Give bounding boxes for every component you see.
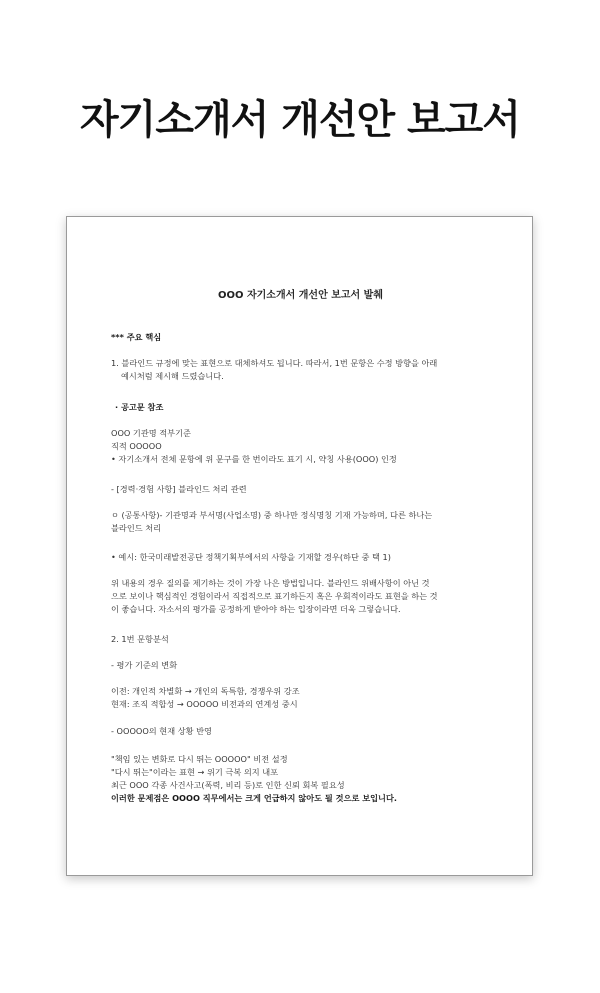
opinion-paragraph xyxy=(111,577,492,616)
comparison-section xyxy=(111,685,492,711)
item2-section xyxy=(111,633,492,646)
status-line: "다시 뛰는"이라는 표현 → 위기 극복 의지 내포 xyxy=(111,767,279,777)
common-line: 블라인드 처리 xyxy=(111,523,162,533)
key-points-section xyxy=(111,331,492,344)
notice-line: OOO 기관명 적부기준 xyxy=(111,428,191,438)
example-line: • 예시: 한국미래발전공단 정책기획부에서의 사항을 기재할 경우(하단 중 택 1) xyxy=(111,552,391,562)
notice-section xyxy=(111,401,492,414)
status-details xyxy=(111,753,492,805)
example-section xyxy=(111,551,492,564)
status-line: "책임 있는 변화로 다시 뛰는 OOOOO" 비전 설정 xyxy=(111,754,288,764)
opinion-line: 이 좋습니다. 자소서의 평가를 공정하게 받아야 하는 입장이라면 더욱 그렇습니다. xyxy=(111,604,401,614)
key-points-heading: *** 주요 핵심 xyxy=(111,332,162,342)
conclusion-line: 이러한 문제점은 OOOO 직무에서는 크게 언급하지 않아도 될 것으로 보입니다. xyxy=(111,793,397,803)
eval-heading: - 평가 기준의 변화 xyxy=(111,660,178,670)
eval-section xyxy=(111,659,492,672)
item2-heading: 2. 1번 문항분석 xyxy=(111,634,169,644)
status-line: 최근 OOO 각종 사건사고(폭력, 비리 등)로 인한 신뢰 회복 필요성 xyxy=(111,780,345,790)
opinion-line: 위 내용의 경우 질의를 제기하는 것이 가장 나은 방법입니다. 블라인드 위배사항이 아닌 것 xyxy=(111,578,430,588)
notice-details xyxy=(111,427,492,466)
item1-line: 예시처럼 제시해 드렸습니다. xyxy=(121,371,224,381)
notice-line: 직적 OOOOO xyxy=(111,441,162,451)
document-page xyxy=(66,216,533,876)
status-section xyxy=(111,725,492,738)
common-section xyxy=(111,509,492,535)
now-line: 현재: 조직 적합성 → OOOOO 비전과의 연계성 중시 xyxy=(111,699,298,709)
before-line: 이전: 개인적 차별화 → 개인의 독특함, 경쟁우위 강조 xyxy=(111,686,300,696)
notice-heading: · 공고문 참조 xyxy=(115,402,164,412)
career-line: - [경력·경험 사항] 블라인드 처리 관련 xyxy=(111,484,247,494)
common-line: ㅇ (공통사항)- 기관명과 부서명(사업소명) 중 하나만 정식명칭 기재 가능하며, 다른 하나는 xyxy=(111,510,433,520)
item1-line: 1. 블라인드 규정에 맞는 표현으로 대체하셔도 됩니다. 따라서, 1번 문항은 수정 방향을 아래 xyxy=(111,358,438,368)
item1-paragraph xyxy=(111,357,492,383)
status-heading: - OOOOO의 현재 상황 반영 xyxy=(111,726,212,736)
career-section xyxy=(111,483,492,496)
notice-line: • 자기소개서 전체 문항에 위 문구를 한 번이라도 표기 시, 약칭 사용(OOO) 인정 xyxy=(111,454,397,464)
document-title: OOO 자기소개서 개선안 보고서 발췌 xyxy=(217,290,383,301)
page-title: 자기소개서 개선안 보고서 xyxy=(80,97,520,143)
opinion-line: 으로 보이나 핵심적인 경험이라서 직접적으로 표기하든지 혹은 우회적이라도 표현을 하는 것 xyxy=(111,591,438,601)
